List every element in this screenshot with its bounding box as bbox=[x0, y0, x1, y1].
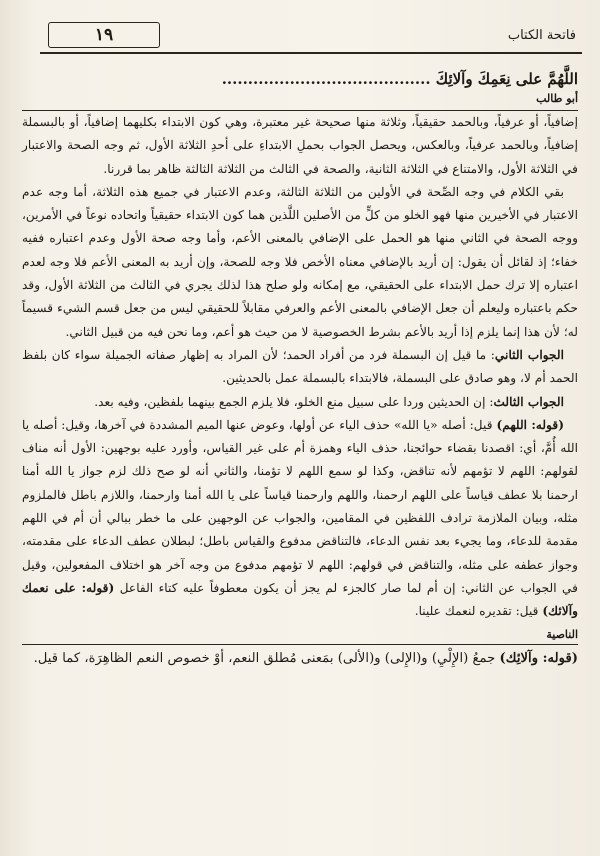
paragraph bbox=[22, 391, 578, 414]
commentary-text bbox=[22, 111, 578, 624]
qawl-lead: (قوله: اللهم) bbox=[496, 417, 564, 432]
section-divider bbox=[22, 627, 578, 645]
running-title: فاتحة الكتاب bbox=[507, 28, 576, 43]
section-label: أبو طالب bbox=[530, 92, 578, 105]
qawl-text: جمعُ (الإِلْيِ) و(الإِلى) و(الألى) بمَعنى مُطلق النعم، أوْ خصوص النعم الظاهِرَة، كما قيل. bbox=[33, 650, 500, 666]
paragraph bbox=[22, 414, 578, 624]
paragraph bbox=[22, 645, 578, 672]
jawab-text: : ما قيل إن البسملة فرد من أفراد الحمد؛ لأن المراد به إظهار صفاته الجميلة سواء كان بلفظ الحمد أم لا، وهو صادق على البسملة، فالابتداء بالبسملة عمل بالحديثين. bbox=[22, 347, 578, 386]
page-header bbox=[40, 18, 582, 54]
page-body bbox=[22, 60, 578, 846]
page-number: ١٩ bbox=[48, 22, 160, 48]
section-divider bbox=[22, 94, 578, 111]
paragraph: إضافياً، أو عرفياً، وبالحمد حقيقياً، وثلاثة منها صحيحة غير معتبرة، وهي كون الابتداء بكليهما إضافياً، أو بالبسملة إضافياً، وبالحمد عرفياً، وبالعكس، ويحصل الجواب بحملِ الابتداءِ على أحدِ الثلاثة الأول، ثم وجه الصحة والاعتبار في الثلاثة الأول، والامتناع في الثلاثة الثانية، والصحة في الثالث من الثلاثة الثالثة ظاهر بما قررنا. bbox=[22, 115, 578, 176]
matn-line: اللَّهُمَّ على نِعَمِكَ وآلائِكَ ........................................ bbox=[221, 70, 578, 88]
paragraph bbox=[22, 344, 578, 391]
commentary-text bbox=[22, 645, 578, 672]
qawl-text: قيل: أصله «يا الله» حذف الياء عن أولها، وعوض عنها الميم المشددة في آخرها، وقيل: أصله يا الله أُمَّ، أي: اقصدنا بقضاء حوائجنا، حذف الياء وهمزة أم على غير القياس، وأورد عليه بوجهين: الأول أنه مناف لقولهم: اللهم لا تؤمهم لأنه تناقض، وكذا لو سمع اللهم لا تؤمنا، والثاني أنه لو صح ذلك لزم جواز يا الله أمنا ارحمنا بلا عطف قياساً على اللهم ارحمنا، واللهم وارحمنا قياساً على يا الله أمنا وارحمنا، واللازم باطل فالملزوم مثله، وبيان الملازمة ترادف اللفظين في المقامين، والجواب عن الوجهين على ما خطر ببالي أن أم في اللهم مقدمة للدعاء، وما يجيء بعد نفس الدعاء، فالتناقض مدفوع والقياس باطل؛ لبطلان عطف الدعاء على مقدمته، وجواز عطفه على مثله، والتناقض في قولهم: اللهم لا تؤمهم مدفوع من وجه آخر هو اختلاف المفعولين، وقيل في الجواب عن الثاني: إن أم لما صار كالجزء لم يجز أن يكون معطوفاً عليه كتاء الفاعل bbox=[22, 417, 578, 595]
qawl-lead: (قوله: على نعمك وآلائك) bbox=[22, 580, 578, 619]
qawl-text: قيل: تقديره لنعمك علينا. bbox=[414, 604, 543, 619]
jawab-lead: الجواب الثالث bbox=[493, 394, 564, 409]
paragraph: بقي الكلام في وجه الصِّحة في الأولين من الثلاثة الثالثة، وعدم الاعتبار في جميع هذه الثلاثة، أما وجه عدم الاعتبار في الأخيرين منها فهو الخلو من كلٍّ من الأصلين اللَّذين هما كون الابتداء حقيقياً واتحاده نوعاً في الأمرين، ووجه الصحة في الثاني منها هو الحمل على الإضافي بالمعنى الأعم، وأما وجه صحة الأول وعدم اعتباره ففيه خفاء؛ إذ لقائل أن يقول: إن أريد بالإضافي معناه الأخص فلا وجه للصحة، وإن أريد به المعنى الأعم فلا وجه لعدم اعتباره إلا ترك حمل الابتداء على الحقيقي، مع إمكانه ولو صلح هذا لذلك يجري في الثالث من الثلاثة الأول، وقد حكم باعتباره وليعلم أن جعل الإضافي بالمعنى الأعم والعرفي مقابلاً للحقيقي ليس من جعل قسم الشيء قسيماً له؛ لأن هذا إنما يلزم إذا أريد بالأعم بشرط الخصوصية لا من حيث هو أعم، وما نحن فيه من قبيل الثاني. bbox=[22, 184, 578, 339]
section-label: الناصية bbox=[540, 628, 578, 641]
jawab-text: : إن الحديثين وردا على سبيل منع الخلو، فلا يلزم الجمع بينهما بلفظين، وفيه بعد. bbox=[94, 394, 494, 409]
qawl-lead: (قوله: وآلائِك) bbox=[499, 650, 578, 666]
jawab-lead: الجواب الثاني bbox=[494, 347, 565, 362]
